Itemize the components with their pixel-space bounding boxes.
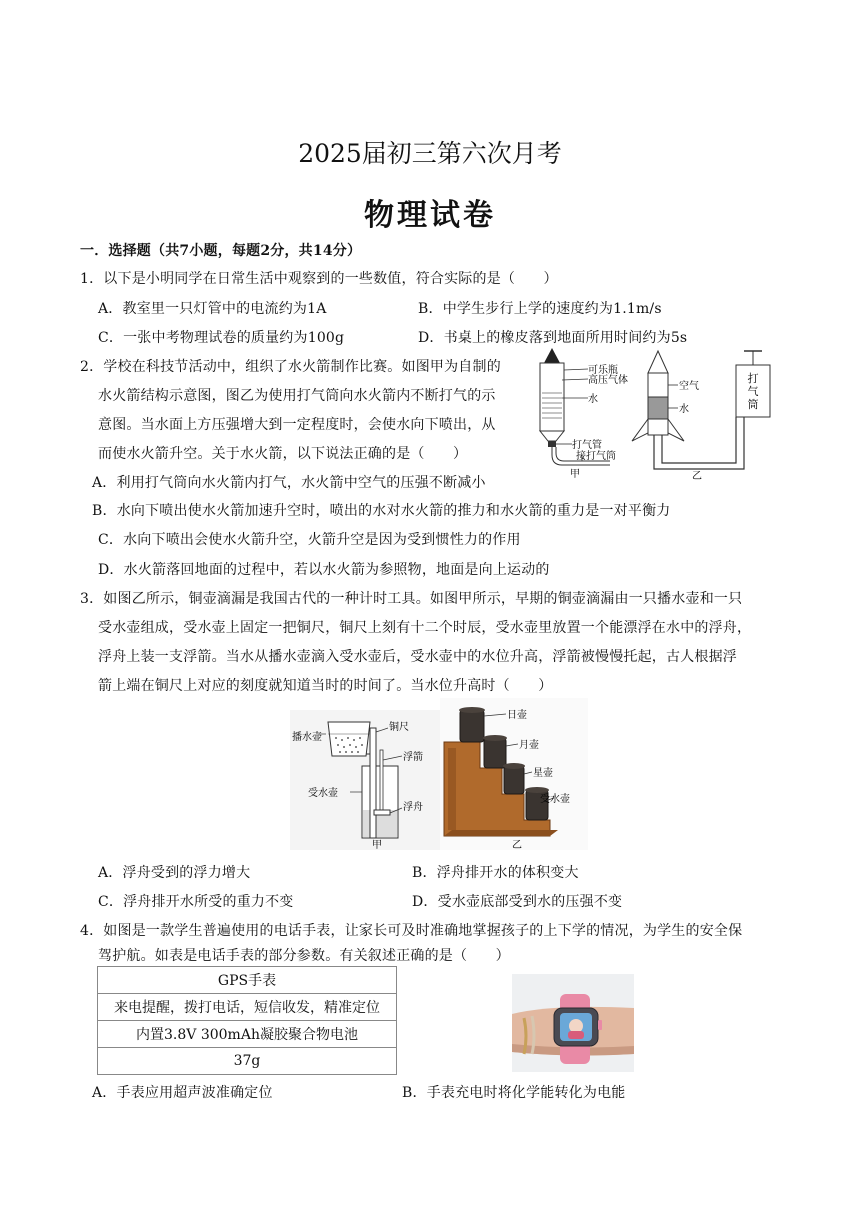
label-high-pressure-gas: 高压气体 <box>588 375 628 386</box>
table-cell: 37g <box>98 1048 397 1075</box>
q3-option-a: A．浮舟受到的浮力增大 <box>98 865 251 881</box>
exam-title: 2025届初三第六次月考 <box>298 139 562 168</box>
q4-option-b: B．手表充电时将化学能转化为电能 <box>402 1085 626 1101</box>
q2-stem-line2: 水火箭结构示意图，图乙为使用打气筒向水火箭内不断打气的示 <box>98 388 496 404</box>
label-xing-pot: 星壶 <box>533 768 553 779</box>
q1-option-a: A．教室里一只灯管中的电流约为1A <box>98 301 327 317</box>
section-heading: 一．选择题（共7小题，每题2分，共14分） <box>80 243 362 259</box>
watch-spec-table <box>97 966 397 1075</box>
figure-jia <box>540 348 628 480</box>
q3-stem-line3: 浮舟上装一支浮箭。当水从播水壶滴入受水壶后，受水壶中的水位升高，浮箭被慢慢托起，古人根据浮 <box>98 649 737 665</box>
table-row <box>98 1048 397 1075</box>
q2-option-b: B．水向下喷出使水火箭加速升空时，喷出的水对水火箭的推力和水火箭的重力是一对平衡力 <box>92 503 671 519</box>
label-water-jia: 水 <box>588 394 598 405</box>
table-cell: 内置3.8V 300mAh凝胶聚合物电池 <box>98 1021 397 1048</box>
q1-option-d: D．书桌上的橡皮落到地面所用时间约为5s <box>418 330 688 346</box>
water-rocket-figure <box>530 345 790 480</box>
label-air-tube: 打气管 <box>572 440 602 451</box>
q3-stem-line1: 3．如图乙所示，铜壶滴漏是我国古代的一种计时工具。如图甲所示，早期的铜壶滴漏由一只播水壶和一只 <box>80 591 743 607</box>
q3-option-b: B．浮舟排开水的体积变大 <box>412 865 579 881</box>
label-shou-pot-photo: 受水壶 <box>540 794 570 805</box>
label-copper-ruler: 铜尺 <box>389 722 409 733</box>
label-yue-pot: 月壶 <box>519 740 539 751</box>
q2-stem-line3: 意图。当水面上方压强增大到一定程度时，会使水向下喷出，从 <box>98 417 496 433</box>
label-air: 空气 <box>679 381 699 392</box>
label-fig-jia: 甲 <box>570 469 580 480</box>
table-row <box>98 1021 397 1048</box>
q2-option-d: D．水火箭落回地面的过程中，若以水火箭为参照物，地面是向上运动的 <box>98 562 550 578</box>
clepsydra-schematic-figure <box>290 710 440 850</box>
label-fig3-jia: 甲 <box>372 840 382 850</box>
q2-stem-line1: 2．学校在科技节活动中，组织了水火箭制作比赛。如图甲为自制的 <box>80 359 501 375</box>
label-pump-char: 筒 <box>747 398 759 411</box>
label-float-boat: 浮舟 <box>403 802 423 813</box>
label-ri-pot: 日壶 <box>507 710 527 721</box>
q4-stem-line2: 驾护航。如表是电话手表的部分参数。有关叙述正确的是（ ） <box>98 948 510 964</box>
q4-stem-line1: 4．如图是一款学生普遍使用的电话手表，让家长可及时准确地掌握孩子的上下学的情况，为学生的安全保 <box>80 923 743 939</box>
table-cell: 来电提醒，拨打电话，短信收发，精准定位 <box>98 994 397 1021</box>
q4-option-a: A．手表应用超声波准确定位 <box>92 1085 273 1101</box>
label-pump-char: 打 <box>747 372 759 385</box>
label-connect-pump: 接打气筒 <box>576 451 616 462</box>
q3-stem-line4: 箭上端在铜尺上对应的刻度就知道当时的时间了。当水位升高时（ ） <box>98 678 553 694</box>
figure-yi <box>632 351 770 480</box>
table-cell: GPS手表 <box>98 967 397 994</box>
label-pump-char: 气 <box>747 385 759 398</box>
label-cola-bottle: 可乐瓶 <box>588 365 618 376</box>
q1-option-c: C．一张中考物理试卷的质量约为100g <box>98 330 345 346</box>
q1-option-b: B．中学生步行上学的速度约为1.1m/s <box>418 301 662 317</box>
label-bo-pot: 播水壶 <box>292 732 322 743</box>
q2-stem-line4: 而使水火箭升空。关于水火箭，以下说法正确的是（ ） <box>98 446 468 462</box>
label-fig3-yi: 乙 <box>512 840 522 850</box>
label-shou-pot: 受水壶 <box>308 788 338 799</box>
q3-stem-line2: 受水壶组成，受水壶上固定一把铜尺，铜尺上刻有十二个时辰，受水壶里放置一个能漂浮在水中的浮舟， <box>98 620 752 636</box>
label-pump <box>748 371 759 411</box>
table-row <box>98 994 397 1021</box>
label-float-arrow: 浮箭 <box>403 752 423 763</box>
q3-option-c: C．浮舟排开水所受的重力不变 <box>98 894 294 910</box>
table-row <box>98 967 397 994</box>
label-water-yi: 水 <box>679 404 689 415</box>
exam-subtitle: 物理试卷 <box>364 198 496 233</box>
q1-stem: 1．以下是小明同学在日常生活中观察到的一些数值，符合实际的是（ ） <box>80 271 558 287</box>
q3-option-d: D．受水壶底部受到水的压强不变 <box>412 894 623 910</box>
clepsydra-photo <box>440 698 588 850</box>
phone-watch-photo <box>512 974 634 1072</box>
label-fig-yi: 乙 <box>692 471 702 480</box>
q2-option-c: C．水向下喷出会使水火箭升空，火箭升空是因为受到惯性力的作用 <box>98 532 521 548</box>
q2-option-a: A．利用打气筒向水火箭内打气，水火箭中空气的压强不断减小 <box>92 475 486 491</box>
